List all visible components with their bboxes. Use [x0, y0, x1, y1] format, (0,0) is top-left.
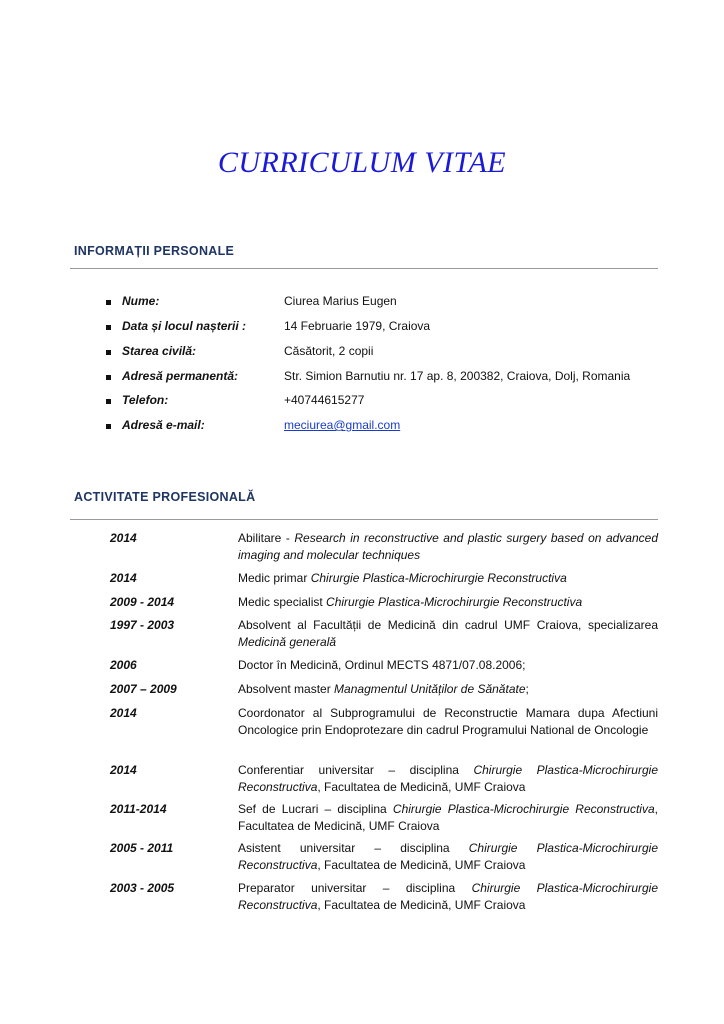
- field-label: Telefon:: [122, 393, 169, 407]
- activity-year: 2007 – 2009: [110, 682, 177, 696]
- personal-row-address: [106, 369, 666, 387]
- field-value: Căsătorit, 2 copii: [284, 344, 374, 358]
- activity-year: 2003 - 2005: [110, 881, 175, 895]
- field-label: Data și locul nașterii :: [122, 319, 247, 333]
- activity-description: Medic primar Chirurgie Plastica-Microchirurgie Reconstructiva: [238, 571, 567, 585]
- activity-year: 2005 - 2011: [110, 841, 174, 855]
- section-heading-personal: INFORMAȚII PERSONALE: [74, 244, 235, 258]
- activity-description: Coordonator al Subprogramului de Reconstructie Mamara dupa Afectiuni Oncologice prin Endoprotezare din cadrul Programului National de Oncologie: [238, 706, 658, 737]
- activity-year: 1997 - 2003: [110, 618, 175, 632]
- field-value: Ciurea Marius Eugen: [284, 294, 397, 308]
- activity-description: Asistent universitar – disciplina Chirurgie Plastica-Microchirurgie Reconstructiva, Facultatea de Medicină, UMF Craiova: [238, 841, 658, 872]
- personal-row-email: [106, 418, 666, 436]
- activity-year: 2006: [110, 658, 137, 672]
- bullet-icon: [106, 424, 111, 429]
- divider: [70, 519, 658, 520]
- email-link[interactable]: meciurea@gmail.com: [284, 418, 401, 432]
- personal-row-name: [106, 294, 666, 312]
- activity-description: Conferentiar universitar – disciplina Chirurgie Plastica-Microchirurgie Reconstructiva, Facultatea de Medicină, UMF Craiova: [238, 763, 658, 794]
- personal-row-birth: [106, 319, 666, 337]
- activity-year: 2014: [110, 571, 137, 585]
- personal-row-marital: [106, 344, 666, 362]
- bullet-icon: [106, 399, 111, 404]
- section-heading-activity: ACTIVITATE PROFESIONALĂ: [74, 490, 256, 504]
- personal-row-phone: [106, 393, 666, 411]
- field-value: Str. Simion Barnutiu nr. 17 ap. 8, 200382, Craiova, Dolj, Romania: [284, 369, 631, 383]
- activity-description: Sef de Lucrari – disciplina Chirurgie Plastica-Microchirurgie Reconstructiva, Facultatea de Medicină, UMF Craiova: [238, 802, 658, 833]
- document-title: CURRICULUM VITAE: [217, 146, 507, 179]
- field-value: +40744615277: [284, 393, 365, 407]
- activity-year: 2014: [110, 763, 137, 777]
- activity-description: Doctor în Medicină, Ordinul MECTS 4871/07.08.2006;: [238, 658, 526, 672]
- field-label: Adresă e-mail:: [122, 418, 205, 432]
- field-label: Adresă permanentă:: [122, 369, 239, 383]
- divider: [70, 268, 658, 269]
- activity-year: 2009 - 2014: [110, 595, 175, 609]
- field-value: 14 Februarie 1979, Craiova: [284, 319, 431, 333]
- bullet-icon: [106, 300, 111, 305]
- field-label: Starea civilă:: [122, 344, 197, 358]
- bullet-icon: [106, 350, 111, 355]
- activity-description: Abilitare - Research in reconstructive and plastic surgery based on advanced imaging and molecular techniques: [238, 531, 658, 562]
- field-label: Nume:: [122, 294, 160, 308]
- activity-description: Medic specialist Chirurgie Plastica-Microchirurgie Reconstructiva: [238, 595, 583, 609]
- activity-description: Absolvent al Facultății de Medicină din cadrul UMF Craiova, specializarea Medicină generală: [238, 618, 658, 649]
- bullet-icon: [106, 375, 111, 380]
- bullet-icon: [106, 325, 111, 330]
- activity-year: 2014: [110, 531, 137, 545]
- activity-year: 2014: [110, 706, 137, 720]
- activity-year: 2011-2014: [110, 802, 167, 816]
- activity-description: Preparator universitar – disciplina Chirurgie Plastica-Microchirurgie Reconstructiva, Facultatea de Medicină, UMF Craiova: [238, 881, 659, 912]
- activity-description: Absolvent master Managmentul Unităților de Sănătate;: [238, 682, 529, 696]
